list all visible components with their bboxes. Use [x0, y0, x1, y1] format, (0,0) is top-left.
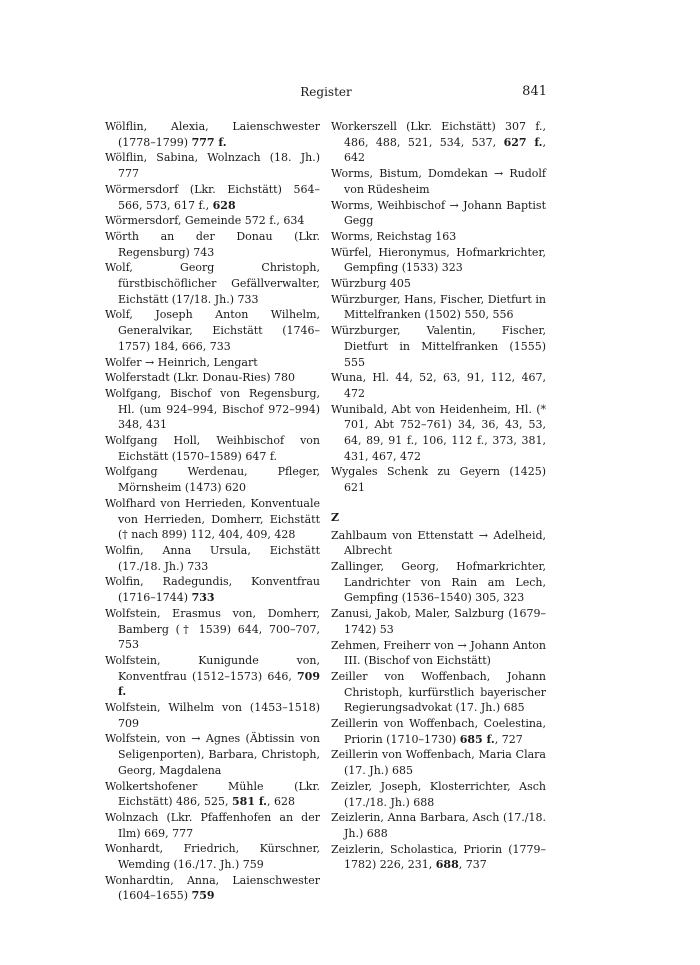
entry-list-w: [331, 119, 546, 496]
page-number: 841: [522, 84, 547, 99]
index-entry: Wolnzach (Lkr. Pfaffenhofen an der Ilm) 669, 777: [105, 810, 320, 840]
index-entry: Wonhardtin, Anna, Laienschwester (1604–1655) 759: [105, 873, 320, 903]
index-entry: Wolkertshofener Mühle (Lkr. Eichstätt) 486, 525, 581 f., 628: [105, 779, 320, 809]
index-entry: Wolfin, Anna Ursula, Eichstätt (17./18. Jh.) 733: [105, 543, 320, 573]
index-entry: Zahlbaum von Ettenstatt → Adelheid, Albrecht: [331, 528, 546, 558]
index-entry: Wolfer → Heinrich, Lengart: [105, 355, 258, 369]
index-entry: Wolfstein, Wilhelm von (1453–1518) 709: [105, 701, 320, 730]
index-entry: Worms, Bistum, Domdekan → Rudolf von Rüdesheim: [331, 167, 546, 196]
index-entry: Wolf, Georg Christoph, fürstbischöflicher Gefällverwalter, Eichstätt (17/18. Jh.) 733: [105, 261, 320, 306]
index-entry: Zeiller von Woffenbach, Johann Christoph, kurfürstlich bayerischer Regierungsadvokat (17. Jh.) 685: [331, 669, 546, 715]
index-column-right: [331, 119, 546, 873]
index-entry: Workerszell (Lkr. Eichstätt) 307 f., 486, 488, 521, 534, 537, 627 f., 642: [331, 120, 546, 165]
index-entry: Zanusi, Jakob, Maler, Salzburg (1679–1742) 53: [331, 607, 546, 636]
index-entry: Wolfgang Holl, Weihbischof von Eichstätt (1570–1589) 647 f.: [105, 434, 320, 463]
running-head-title: Register: [300, 85, 352, 99]
entry-list-z: [331, 528, 546, 873]
index-entry: Wolfstein, Kunigunde von, Konventfrau (1512–1573) 646, 709 f.: [105, 653, 320, 699]
entry-list-left: [105, 119, 320, 904]
index-entry: Wörth an der Donau (Lkr. Regensburg) 743: [105, 229, 320, 259]
index-entry: Wolfgang, Bischof von Regensburg, Hl. (um 924–994, Bischof 972–994) 348, 431: [105, 386, 320, 432]
index-entry: Wolf, Joseph Anton Wilhelm, Generalvikar, Eichstätt (1746–1757) 184, 666, 733: [105, 308, 320, 353]
index-entry: Wolfhard von Herrieden, Konventuale von Herrieden, Domherr, Eichstätt († nach 899) 112, 404, 409, 428: [105, 496, 320, 542]
index-entry: Würzburg 405: [331, 277, 411, 291]
index-entry: Wygales Schenk zu Geyern (1425) 621: [331, 465, 546, 495]
index-entry: Wölflin, Alexia, Laienschwester (1778–1799) 777 f.: [105, 120, 320, 149]
index-entry: Würzburger, Hans, Fischer, Dietfurt in Mittelfranken (1502) 550, 556: [331, 292, 546, 322]
index-entry: Wuna, Hl. 44, 52, 63, 91, 112, 467, 472: [331, 371, 546, 400]
index-entry: Zeillerin von Woffenbach, Maria Clara (17. Jh.) 685: [331, 748, 546, 778]
index-entry: Worms, Weihbischof → Johann Baptist Gegg: [331, 198, 546, 228]
index-entry: Wonhardt, Friedrich, Kürschner, Wemding (16./17. Jh.) 759: [105, 842, 320, 872]
index-entry: Zeillerin von Woffenbach, Coelestina, Priorin (1710–1730) 685 f., 727: [331, 717, 546, 746]
index-entry: Würfel, Hieronymus, Hofmarkrichter, Gempfing (1533) 323: [331, 245, 546, 275]
section-letter-z: Z: [331, 510, 340, 524]
index-entry: Zehmen, Freiherr von → Johann Anton III. (Bischof von Eichstätt): [331, 638, 546, 668]
index-entry: Wolferstadt (Lkr. Donau-Ries) 780: [105, 371, 296, 385]
index-entry: Wolfstein, Erasmus von, Domherr, Bamberg († 1539) 644, 700–707, 753: [105, 606, 320, 652]
index-entry: Wörmersdorf, Gemeinde 572 f., 634: [105, 214, 305, 228]
index-entry: Wölflin, Sabina, Wolnzach (18. Jh.) 777: [105, 151, 320, 181]
index-entry: Wolfstein, von → Agnes (Äbtissin von Seligenporten), Barbara, Christoph, Georg, Magdalena: [105, 732, 320, 777]
index-entry: Wunibald, Abt von Heidenheim, Hl. (* 701, Abt 752–761) 34, 36, 43, 53, 64, 89, 91 f., 106, 112 f., 373, 381, 431, 467, 472: [331, 402, 546, 463]
section-gap: [331, 496, 546, 510]
index-entry: Zallinger, Georg, Hofmarkrichter, Landrichter von Rain am Lech, Gempfing (1536–1540) 305, 323: [331, 559, 546, 605]
index-entry: Wörmersdorf (Lkr. Eichstätt) 564–566, 573, 617 f., 628: [105, 182, 320, 212]
index-entry: Zeizler, Joseph, Klosterrichter, Asch (17./18. Jh.) 688: [331, 779, 546, 809]
index-entry: Wolfin, Radegundis, Konventfrau (1716–1744) 733: [105, 575, 320, 605]
index-entry: Wolfgang Werdenau, Pfleger, Mörnsheim (1473) 620: [105, 465, 320, 495]
running-head: [105, 85, 547, 103]
index-entry: Worms, Reichstag 163: [331, 229, 457, 243]
index-entry: Zeizlerin, Scholastica, Priorin (1779–1782) 226, 231, 688, 737: [331, 842, 546, 872]
index-entry: Würzburger, Valentin, Fischer, Dietfurt in Mittelfranken (1555) 555: [331, 324, 546, 369]
index-column-left: [105, 119, 320, 904]
index-entry: Zeizlerin, Anna Barbara, Asch (17./18. Jh.) 688: [331, 811, 546, 840]
